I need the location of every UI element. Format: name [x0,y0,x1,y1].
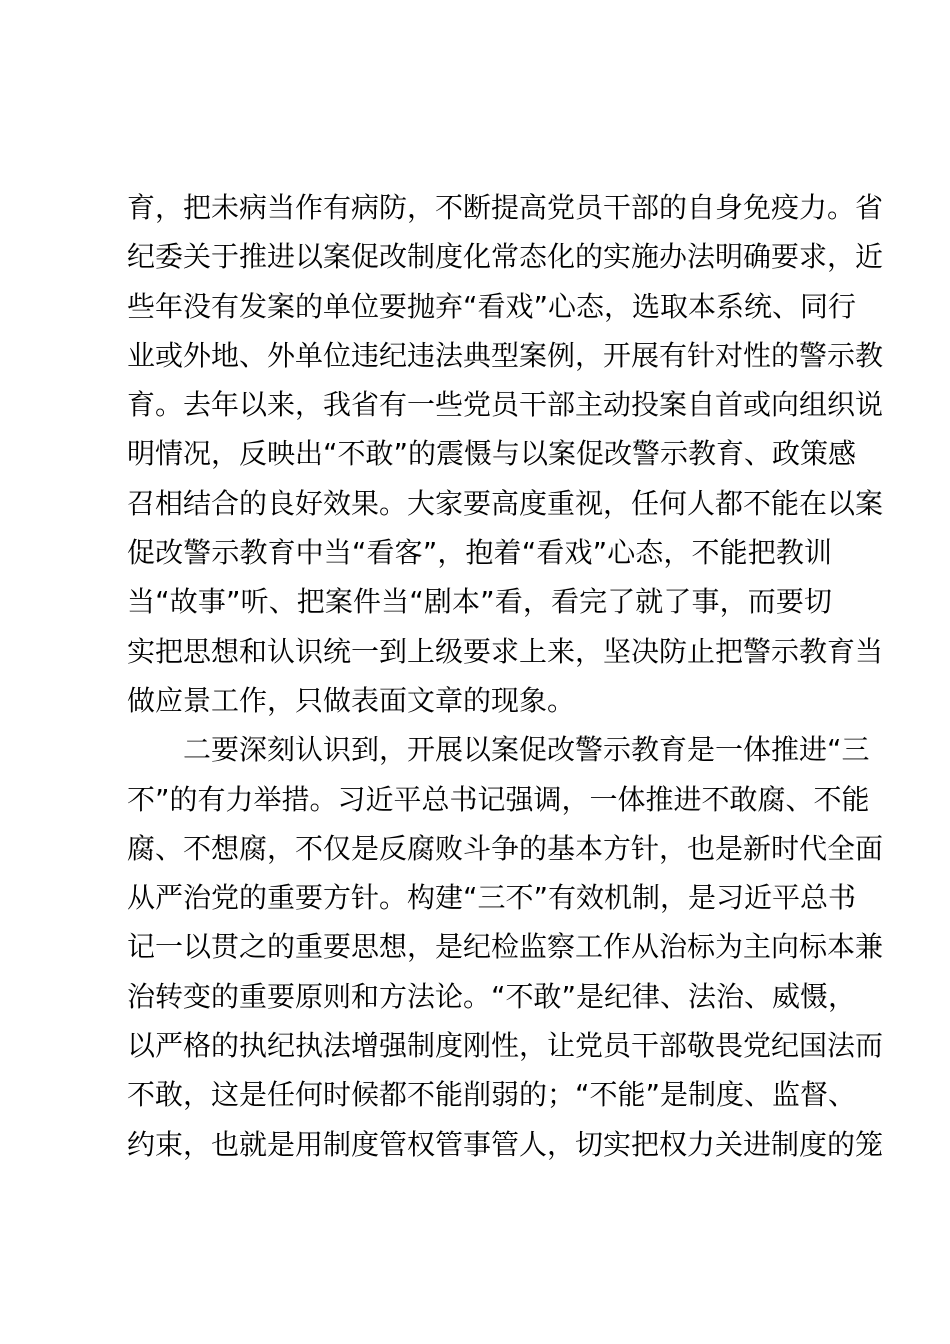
text-line: 腐、不想腐，不仅是反腐败斗争的基本方针，也是新时代全面 [127,831,884,865]
text-line: 实把思想和认识统一到上级要求上来，坚决防止把警示教育当 [127,634,884,668]
text-line: 育，把未病当作有病防，不断提高党员干部的自身免疫力。省 [127,191,884,224]
text-line: 从严治党的重要方针。构建“三不”有效机制，是习近平总书 [127,881,857,915]
text-line: 记一以贯之的重要思想，是纪检监察工作从治标为主向标本兼 [127,930,884,964]
body-text [127,183,884,1169]
text-line: 召相结合的良好效果。大家要高度重视，任何人都不能在以案 [127,486,884,520]
text-line: 约束，也就是用制度管权管事管人，切实把权力关进制度的笼 [127,1127,884,1161]
text-line: 不”的有力举措。习近平总书记强调，一体推进不敢腐、不能 [127,782,870,816]
text-line: 业或外地、外单位违纪违法典型案例，开展有针对性的警示教 [127,338,884,372]
text-line: 纪委关于推进以案促改制度化常态化的实施办法明确要求，近 [127,240,884,274]
text-line: 当“故事”听、把案件当“剧本”看，看完了就了事，而要切 [127,585,832,619]
text-line: 做应景工作，只做表面文章的现象。 [127,683,576,717]
text-line: 以严格的执纪执法增强制度刚性，让党员干部敬畏党纪国法而 [127,1029,884,1063]
text-line: 不敢，这是任何时候都不能削弱的；“不能”是制度、监督、 [127,1078,857,1112]
paragraph-start-line: 二要深刻认识到，开展以案促改警示教育是一体推进“三 [183,733,870,767]
text-line: 促改警示教育中当“看客”，抱着“看戏”心态，不能把教训 [127,536,832,570]
text-line: 育。去年以来，我省有一些党员干部主动投案自首或向组织说 [127,388,884,422]
text-line: 治转变的重要原则和方法论。“不敢”是纪律、法治、威慑， [127,979,857,1013]
text-line: 些年没有发案的单位要抛弃“看戏”心态，选取本系统、同行 [127,289,857,323]
text-line: 明情况，反映出“不敢”的震慑与以案促改警示教育、政策感 [127,437,857,471]
